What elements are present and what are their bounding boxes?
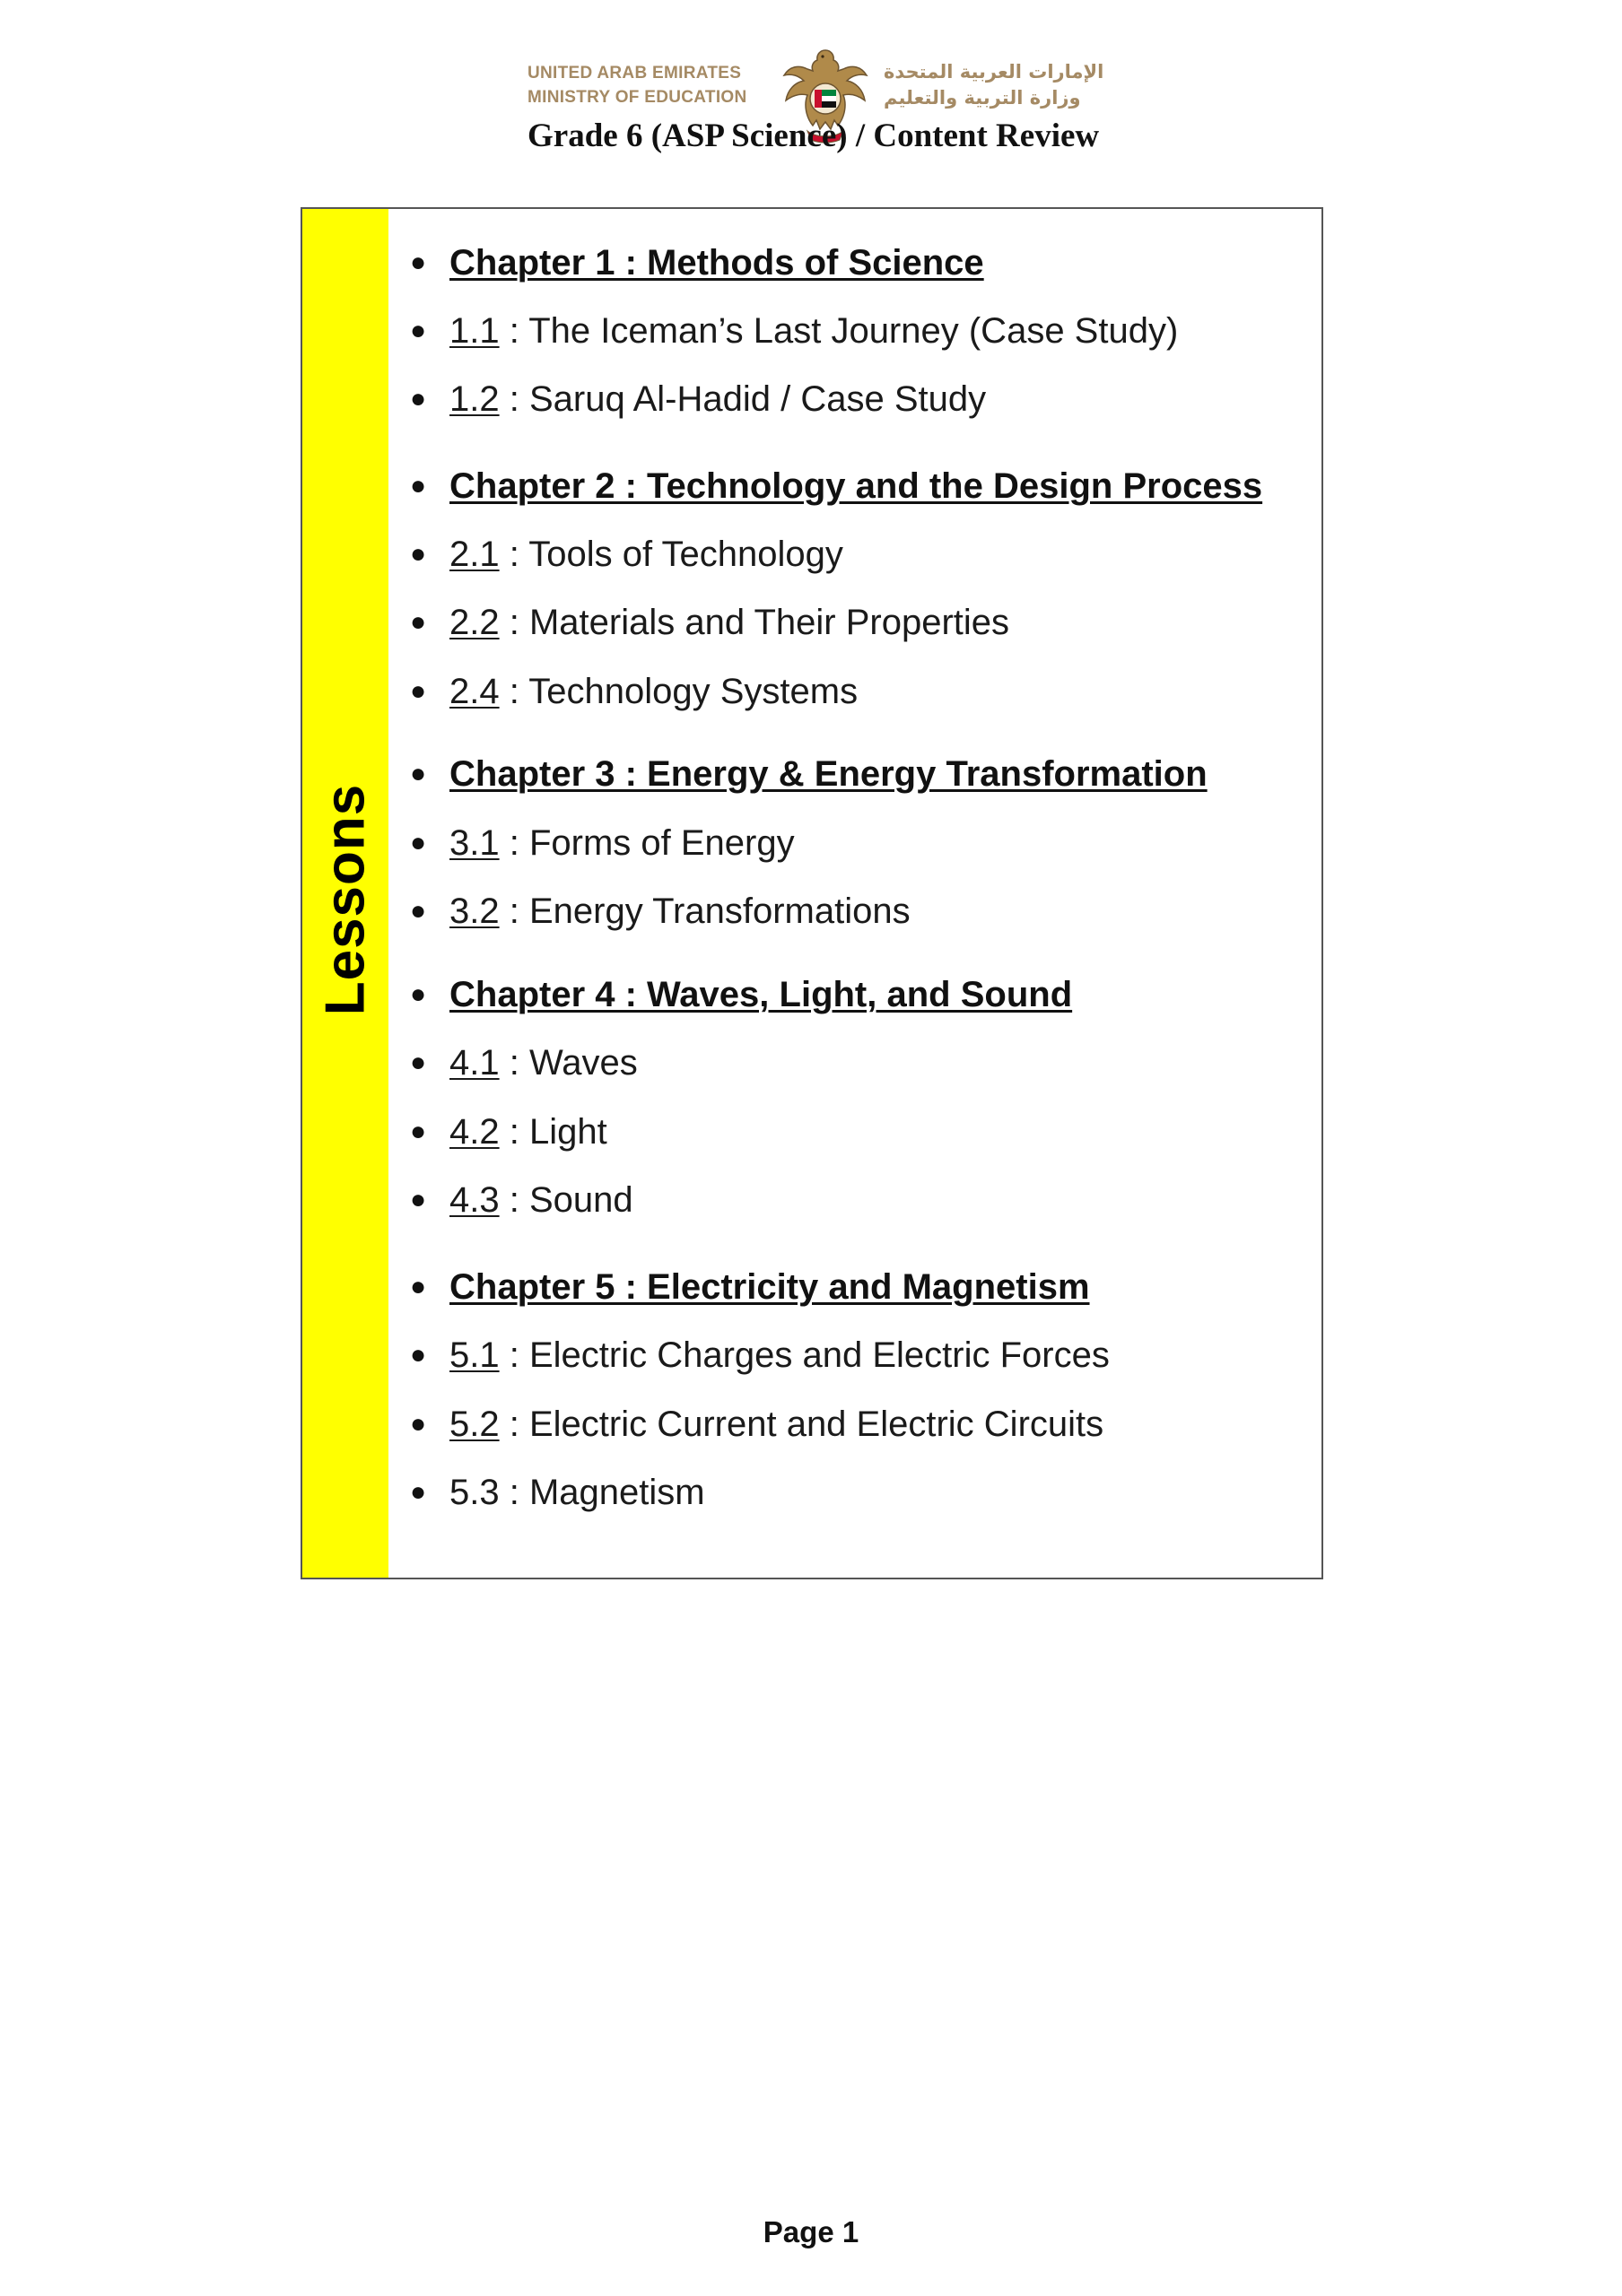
lesson-text: Sound: [528, 1180, 633, 1220]
lesson-number: 2.4: [449, 672, 500, 711]
chapter-title: Chapter 3 : Energy & Energy Transformation: [449, 754, 1208, 794]
chapter-heading: [410, 239, 984, 286]
ministry-en-line-2: MINISTRY OF EDUCATION: [528, 88, 747, 107]
lesson-number: 1.1: [449, 311, 500, 351]
ministry-name-arabic: [884, 59, 1126, 111]
chapter-title: Chapter 2 : Technology and the Design Process: [449, 466, 1263, 506]
lesson-number: 3.1: [449, 823, 500, 863]
bullet-icon: ●: [410, 979, 427, 1009]
ministry-en-line-1: UNITED ARAB EMIRATES: [528, 64, 742, 83]
bullet-icon: ●: [410, 1185, 427, 1214]
lesson-number: 1.2: [449, 379, 500, 419]
chapter-heading: [410, 971, 1072, 1018]
lesson-number: 4.3: [449, 1180, 500, 1220]
lesson-item: ● 1.2 : Saruq Al-Hadid / Case Study: [410, 376, 986, 422]
lesson-number: 2.2: [449, 603, 500, 642]
lesson-list: [302, 209, 1321, 1578]
lesson-number: 5.2: [449, 1405, 500, 1444]
bullet-icon: ●: [410, 1477, 427, 1507]
bullet-icon: ●: [410, 1117, 427, 1146]
lesson-text: Technology Systems: [528, 672, 859, 711]
lesson-item: ● 1.1 : The Iceman’s Last Journey (Case Study): [410, 308, 1178, 354]
lesson-item: ● 4.1 : Waves: [410, 1039, 638, 1086]
lesson-text: Electric Current and Electric Circuits: [528, 1405, 1104, 1444]
bullet-icon: ●: [410, 316, 427, 345]
bullet-icon: ●: [410, 471, 427, 500]
lesson-item: ● 2.1 : Tools of Technology: [410, 531, 843, 578]
lesson-text: The Iceman’s Last Journey (Case Study): [528, 311, 1179, 351]
lesson-item: ● 2.4 : Technology Systems: [410, 668, 858, 715]
lesson-item: ● 2.2 : Materials and Their Properties: [410, 599, 1009, 646]
document-header: [0, 0, 1622, 179]
chapter-heading: [410, 1264, 1090, 1310]
lesson-number: 2.1: [449, 535, 500, 574]
bullet-icon: ●: [410, 248, 427, 277]
chapter-title: Chapter 4 : Waves, Light, and Sound: [449, 975, 1073, 1014]
bullet-icon: ●: [410, 1048, 427, 1077]
lesson-item: ● 5.2 : Electric Current and Electric Circuits: [410, 1401, 1103, 1448]
ministry-ar-line-2: وزارة التربية والتعليم: [884, 87, 1081, 109]
bullet-icon: ●: [410, 1340, 427, 1370]
lesson-text: Forms of Energy: [528, 823, 795, 863]
bullet-icon: ●: [410, 896, 427, 926]
bullet-icon: ●: [410, 828, 427, 857]
bullet-icon: ●: [410, 759, 427, 788]
chapter-heading: [410, 751, 1208, 797]
lesson-text: Saruq Al-Hadid / Case Study: [528, 379, 987, 419]
lesson-item: ● 5.3 : Magnetism: [410, 1469, 705, 1516]
chapter-title: Chapter 1 : Methods of Science: [449, 243, 984, 283]
lesson-item: ● 4.3 : Sound: [410, 1177, 633, 1223]
bullet-icon: ●: [410, 1272, 427, 1301]
page-number: Page 1: [763, 2215, 859, 2248]
document-title: Grade 6 (ASP Science) / Content Review: [528, 117, 1100, 154]
lesson-number: 5.1: [449, 1335, 500, 1375]
lesson-number: 4.2: [449, 1112, 500, 1152]
lesson-item: ● 3.1 : Forms of Energy: [410, 820, 795, 866]
lesson-number: 3.2: [449, 891, 500, 931]
chapter-heading: [410, 463, 1262, 509]
ministry-name-english: [528, 61, 780, 109]
bullet-icon: ●: [410, 676, 427, 706]
lesson-text: Tools of Technology: [528, 535, 843, 574]
bullet-icon: ●: [410, 384, 427, 413]
lesson-text: Energy Transformations: [528, 891, 911, 931]
lesson-number: 5.3: [449, 1473, 500, 1512]
lesson-text: Materials and Their Properties: [528, 603, 1010, 642]
ministry-ar-line-1: الإمارات العربية المتحدة: [884, 61, 1104, 83]
lesson-number: 4.1: [449, 1043, 500, 1083]
lesson-text: Magnetism: [528, 1473, 705, 1512]
lesson-text: Waves: [528, 1043, 638, 1083]
lesson-item: ● 5.1 : Electric Charges and Electric Forces: [410, 1332, 1110, 1378]
lesson-text: Light: [528, 1112, 607, 1152]
lessons-label: Lessons: [314, 783, 377, 1016]
bullet-icon: ●: [410, 607, 427, 637]
lessons-box: [301, 207, 1323, 1579]
bullet-icon: ●: [410, 1409, 427, 1439]
chapter-title: Chapter 5 : Electricity and Magnetism: [449, 1267, 1090, 1307]
lesson-text: Electric Charges and Electric Forces: [528, 1335, 1110, 1375]
bullet-icon: ●: [410, 539, 427, 569]
lesson-item: ● 4.2 : Light: [410, 1109, 607, 1155]
lesson-item: ● 3.2 : Energy Transformations: [410, 888, 911, 935]
